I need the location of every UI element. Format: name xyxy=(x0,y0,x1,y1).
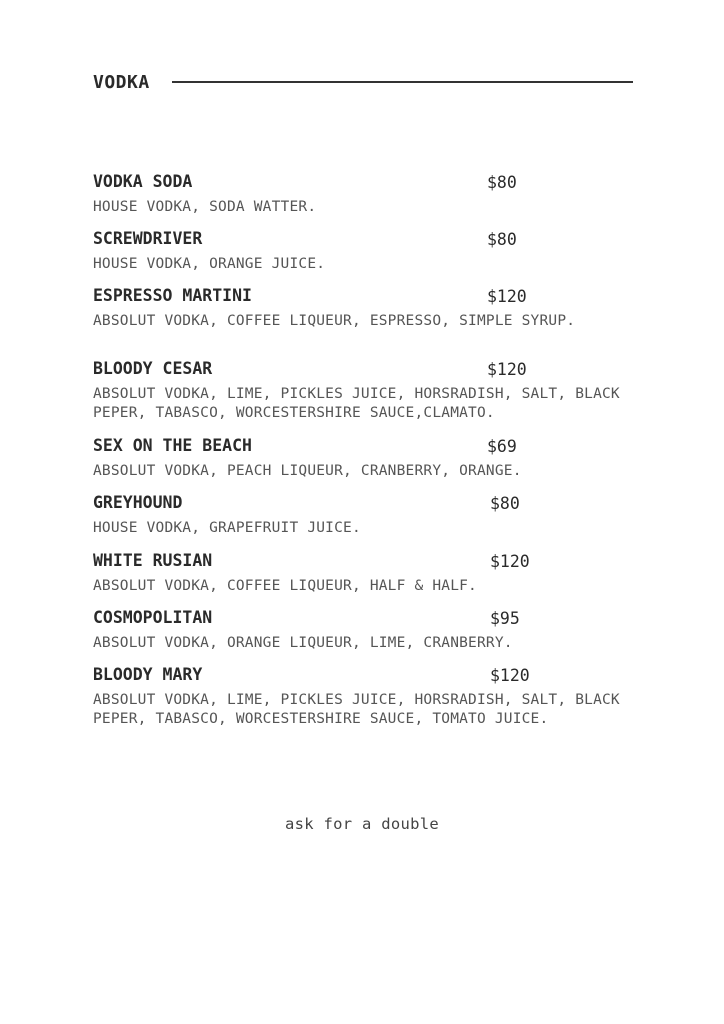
menu-item-name: VODKA SODA xyxy=(93,172,193,191)
menu-item-name: WHITE RUSIAN xyxy=(93,551,213,570)
footer-note: ask for a double xyxy=(284,815,440,833)
menu-item-description: ABSOLUT VODKA, LIME, PICKLES JUICE, HORSRADISH, SALT, BLACK PEPER, TABASCO, WORCESTERSHIRE SAUCE, TOMATO JUICE. xyxy=(93,692,620,727)
menu-item-price: $120 xyxy=(487,360,527,379)
menu-item-name: BLOODY MARY xyxy=(93,665,203,684)
menu-item-price: $95 xyxy=(490,609,520,628)
menu-item-price: $80 xyxy=(487,173,517,192)
menu-item-name: SEX ON THE BEACH xyxy=(93,436,252,455)
menu-item-name: ESPRESSO MARTINI xyxy=(93,286,252,305)
menu-item-description: ABSOLUT VODKA, PEACH LIQUEUR, CRANBERRY, ORANGE. xyxy=(93,463,522,479)
section-header xyxy=(93,72,633,96)
section-title: VODKA xyxy=(93,72,150,93)
menu-item-name: COSMOPOLITAN xyxy=(93,608,213,627)
menu-item-description: ABSOLUT VODKA, ORANGE LIQUEUR, LIME, CRANBERRY. xyxy=(93,635,513,651)
menu-item-name: GREYHOUND xyxy=(93,493,183,512)
menu-item-description: HOUSE VODKA, ORANGE JUICE. xyxy=(93,256,326,272)
menu-item-price: $120 xyxy=(487,287,527,306)
menu-item-price: $120 xyxy=(490,666,530,685)
menu-item-price: $80 xyxy=(487,230,517,249)
menu-item-description: ABSOLUT VODKA, COFFEE LIQUEUR, ESPRESSO, SIMPLE SYRUP. xyxy=(93,313,576,329)
menu-item-description: HOUSE VODKA, SODA WATTER. xyxy=(93,199,317,215)
menu-item-name: SCREWDRIVER xyxy=(93,229,203,248)
menu-item-price: $69 xyxy=(487,437,517,456)
menu-item-description: HOUSE VODKA, GRAPEFRUIT JUICE. xyxy=(93,520,361,536)
menu-item-description: ABSOLUT VODKA, LIME, PICKLES JUICE, HORSRADISH, SALT, BLACK PEPER, TABASCO, WORCESTERSHIRE SAUCE,CLAMATO. xyxy=(93,386,620,421)
menu-item-price: $120 xyxy=(490,552,530,571)
menu-item-description: ABSOLUT VODKA, COFFEE LIQUEUR, HALF & HALF. xyxy=(93,578,477,594)
menu-item-name: BLOODY CESAR xyxy=(93,359,213,378)
menu-item-price: $80 xyxy=(490,494,520,513)
section-divider xyxy=(172,81,633,83)
